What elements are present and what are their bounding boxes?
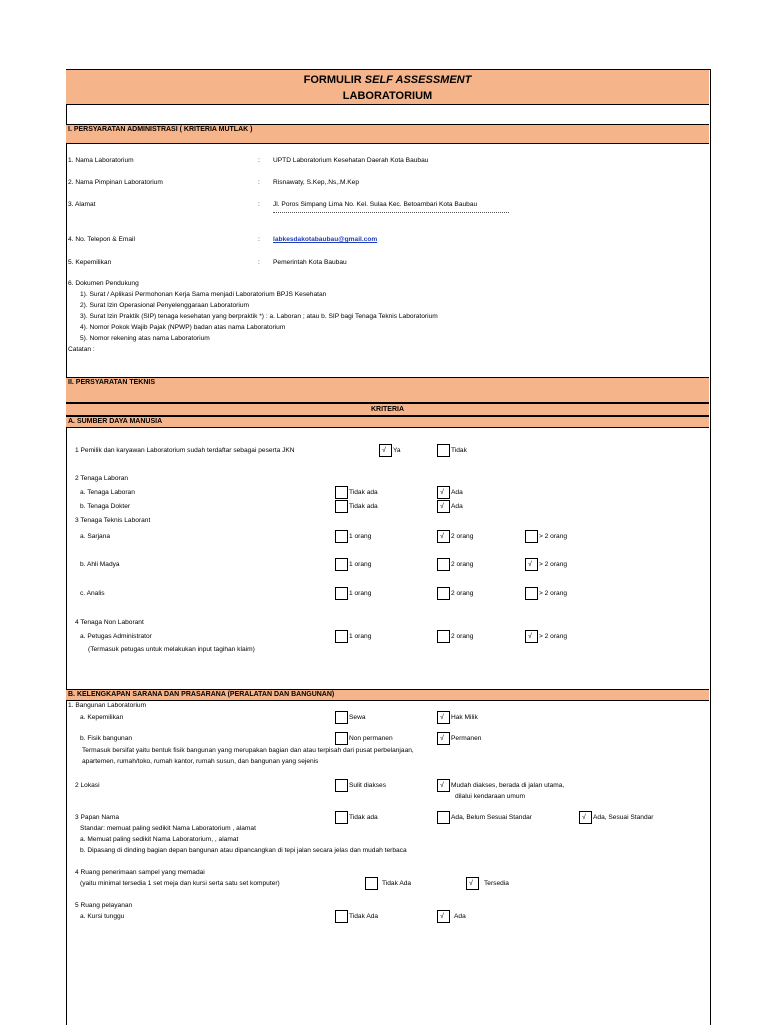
option-label: 2 orang xyxy=(451,561,474,568)
field-value-ownership: Pemerintah Kota Baubau xyxy=(273,259,347,266)
option-label: 1 orang xyxy=(349,590,372,597)
field-value-address: Jl. Poros Simpang Lima No. Kel. Sulaa Kec. Betoambari Kota Baubau xyxy=(273,201,478,208)
doc-item: 3). Surat Izin Praktik (SIP) tenaga kesehatan yang berpraktik *) : a. Laboran ; atau b. SIP bagi Tenaga Teknis Laboratorium xyxy=(80,313,438,320)
option-label: 1 orang xyxy=(349,533,372,540)
b1-label: 1. Bangunan Laboratorium xyxy=(68,702,147,709)
checkbox-mudah[interactable]: √ xyxy=(437,779,450,792)
subsection-a-heading: A. SUMBER DAYA MANUSIA xyxy=(66,416,709,428)
option-label: Tidak ada xyxy=(349,503,378,510)
option-label: Permanen xyxy=(451,735,482,742)
q2a-label: a. Tenaga Laboran xyxy=(80,489,135,496)
option-label: 1 orang xyxy=(349,561,372,568)
field-sep: : xyxy=(258,157,260,164)
checkbox-kursi-none[interactable] xyxy=(335,910,348,923)
option-label: 2 orang xyxy=(451,533,474,540)
checkbox-permanen[interactable]: √ xyxy=(437,732,450,745)
checkbox-papan-belum[interactable] xyxy=(437,811,450,824)
field-value-head-name: Risnawaty, S.Kep,.Ns,.M.Kep xyxy=(273,179,359,186)
section-1-heading: I. PERSYARATAN ADMINISTRASI ( KRITERIA MUTLAK ) xyxy=(66,124,709,144)
option-label: Ada, Sesuai Standar xyxy=(593,814,654,821)
option-label: Tidak Ada xyxy=(382,880,412,887)
field-sep: : xyxy=(258,259,260,266)
checkbox-analis-2[interactable] xyxy=(437,587,450,600)
option-label: Tidak Ada xyxy=(349,913,379,920)
q3a-label: a. Sarjana xyxy=(80,533,111,540)
checkbox-sarjana-more[interactable] xyxy=(525,530,538,543)
q3-teknis: 3 Tenaga Teknis Laborant xyxy=(75,517,151,524)
checkbox-ahli-2[interactable] xyxy=(437,558,450,571)
option-label: > 2 orang xyxy=(539,533,568,540)
checkbox-admin-2[interactable] xyxy=(437,630,450,643)
b1b-label: b. Fisik bangunan xyxy=(80,735,133,742)
section-2-heading: II. PERSYARATAN TEKNIS xyxy=(66,377,709,403)
b1b-note: apartemen, rumah/toko, rumah kantor, rumah susun, dan bangunan yang sejenis xyxy=(82,758,319,765)
checkbox-analis-more[interactable] xyxy=(525,587,538,600)
option-label: Hak Milik xyxy=(451,714,478,721)
option-label: Tidak ada xyxy=(349,489,378,496)
doc-item: 4). Nomor Pokok Wajib Pajak (NPWP) badan atas nama Laboratorium xyxy=(80,324,286,331)
q3b-label: b. Ahli Madya xyxy=(80,561,120,568)
option-label: 1 orang xyxy=(349,633,372,640)
checkbox-papan-none[interactable] xyxy=(335,811,348,824)
q1-jkn: 1 Pemilik dan karyawan Laboratorium sudah terdaftar sebagai peserta JKN xyxy=(75,447,295,454)
option-label: > 2 orang xyxy=(539,590,568,597)
field-sep: : xyxy=(258,179,260,186)
b5-ruang-pelayanan: 5 Ruang pelayanan xyxy=(75,902,133,909)
checkbox-sarjana-2[interactable]: √ xyxy=(437,530,450,543)
docs-title: 6. Dokumen Pendukung xyxy=(68,280,139,287)
b3-papan-nama: 3 Papan Nama xyxy=(75,814,119,821)
checkbox-dokter-yes[interactable]: √ xyxy=(437,500,450,513)
checkbox-papan-sesuai[interactable]: √ xyxy=(579,811,592,824)
checkbox-sewa[interactable] xyxy=(335,711,348,724)
option-label: > 2 orang xyxy=(539,633,568,640)
option-label: 2 orang xyxy=(451,590,474,597)
b1a-label: a. Kepemilikan xyxy=(80,714,124,721)
b2-lokasi: 2 Lokasi xyxy=(75,782,100,789)
notes-label: Catatan : xyxy=(68,346,95,353)
checkbox-admin-1[interactable] xyxy=(335,630,348,643)
option-label: 2 orang xyxy=(451,633,474,640)
b3-a: a. Memuat paling sedikit Nama Laboratorium, , alamat xyxy=(80,836,239,843)
option-label: Mudah diakses, berada di jalan utama, xyxy=(451,782,565,789)
option-label: Ada, Belum Sesuai Standar xyxy=(451,814,533,821)
field-label-lab-name: 1. Nama Laboratorium xyxy=(68,157,134,164)
doc-item: 5). Nomor rekening atas nama Laboratorium xyxy=(80,335,210,342)
b4-note: (yaitu minimal tersedia 1 set meja dan kursi serta satu set komputer) xyxy=(80,880,280,887)
q4a-note: (Termasuk petugas untuk melakukan input tagihan klaim) xyxy=(88,646,255,653)
option-label: Ada xyxy=(451,503,463,510)
option-label: > 2 orang xyxy=(539,561,568,568)
checkbox-admin-more[interactable]: √ xyxy=(525,630,538,643)
b3-standard: Standar: memuat paling sedikit Nama Laboratorium , alamat xyxy=(80,825,256,832)
option-label: Ada xyxy=(454,913,466,920)
email-link[interactable]: labkesdakotabaubau@gmail.com xyxy=(273,236,378,243)
field-value-lab-name: UPTD Laboratorium Kesehatan Daerah Kota Baubau xyxy=(273,157,429,164)
doc-item: 1). Surat / Aplikasi Permohonan Kerja Sama menjadi Laboratorium BPJS Kesehatan xyxy=(80,291,327,298)
checkbox-jkn-no[interactable] xyxy=(437,444,450,457)
checkbox-dokter-none[interactable] xyxy=(335,500,348,513)
b4-ruang-sampel: 4 Ruang penerimaan sampel yang memadai xyxy=(75,869,205,876)
b1b-note: Termasuk bersifat yaitu bentuk fisik bangunan yang merupakan bagian dan atau terpisah dari pusat perbelanjaan, xyxy=(82,747,414,754)
b3-b: b. Dipasang di dinding bagian depan bangunan atau dipancangkan di tepi jalan secara jelas dan mudah terbaca xyxy=(80,847,407,854)
option-label: Sewa xyxy=(349,714,366,721)
checkbox-ahli-1[interactable] xyxy=(335,558,348,571)
checkbox-analis-1[interactable] xyxy=(335,587,348,600)
doc-item: 2). Surat Izin Operasional Penyelenggaraan Laboratorium xyxy=(80,302,249,309)
option-label: Tidak xyxy=(451,447,467,454)
option-label: Non permanen xyxy=(349,735,393,742)
checkbox-jkn-yes[interactable]: √ xyxy=(379,444,392,457)
checkbox-sampel-none[interactable] xyxy=(365,877,378,890)
option-label: Tidak ada xyxy=(349,814,378,821)
field-sep: : xyxy=(258,236,260,243)
checkbox-sampel-yes[interactable]: √ xyxy=(466,877,479,890)
kriteria-heading: KRITERIA xyxy=(66,403,709,416)
checkbox-hak-milik[interactable]: √ xyxy=(437,711,450,724)
option-label: Ada xyxy=(451,489,463,496)
checkbox-laboran-none[interactable] xyxy=(335,486,348,499)
q3c-label: c. Analis xyxy=(80,590,105,597)
option-label: dilalui kendaraan umum xyxy=(455,793,526,800)
checkbox-non-permanen[interactable] xyxy=(335,732,348,745)
checkbox-laboran-yes[interactable]: √ xyxy=(437,486,450,499)
field-label-ownership: 5. Kepemilikan xyxy=(68,259,112,266)
checkbox-ahli-more[interactable]: √ xyxy=(525,558,538,571)
field-label-phone-email: 4. No. Telepon & Email xyxy=(68,236,135,243)
field-label-head-name: 2. Nama Pimpinan Laboratorium xyxy=(68,179,163,186)
field-sep: : xyxy=(258,201,260,208)
q2b-label: b. Tenaga Dokter xyxy=(80,503,131,510)
option-label: Tersedia xyxy=(484,880,509,887)
checkbox-kursi-yes[interactable]: √ xyxy=(437,910,450,923)
subsection-b-heading: B. KELENGKAPAN SARANA DAN PRASARANA (PERALATAN DAN BANGUNAN) xyxy=(66,689,709,701)
form-title: FORMULIR SELF ASSESSMENT LABORATORIUM xyxy=(66,69,709,105)
q2-laboran: 2 Tenaga Laboran xyxy=(75,475,129,482)
q4a-label: a. Petugas Administrator xyxy=(80,633,152,640)
option-label: Ya xyxy=(393,447,401,454)
b5a-label: a. Kursi tunggu xyxy=(80,913,125,920)
checkbox-sarjana-1[interactable] xyxy=(335,530,348,543)
q4-non-laborant: 4 Tenaga Non Laborant xyxy=(75,619,144,626)
checkbox-sulit[interactable] xyxy=(335,779,348,792)
address-dotted-line xyxy=(273,212,509,213)
option-label: Sulit diakses xyxy=(349,782,387,789)
field-label-address: 3. Alamat xyxy=(68,201,96,208)
